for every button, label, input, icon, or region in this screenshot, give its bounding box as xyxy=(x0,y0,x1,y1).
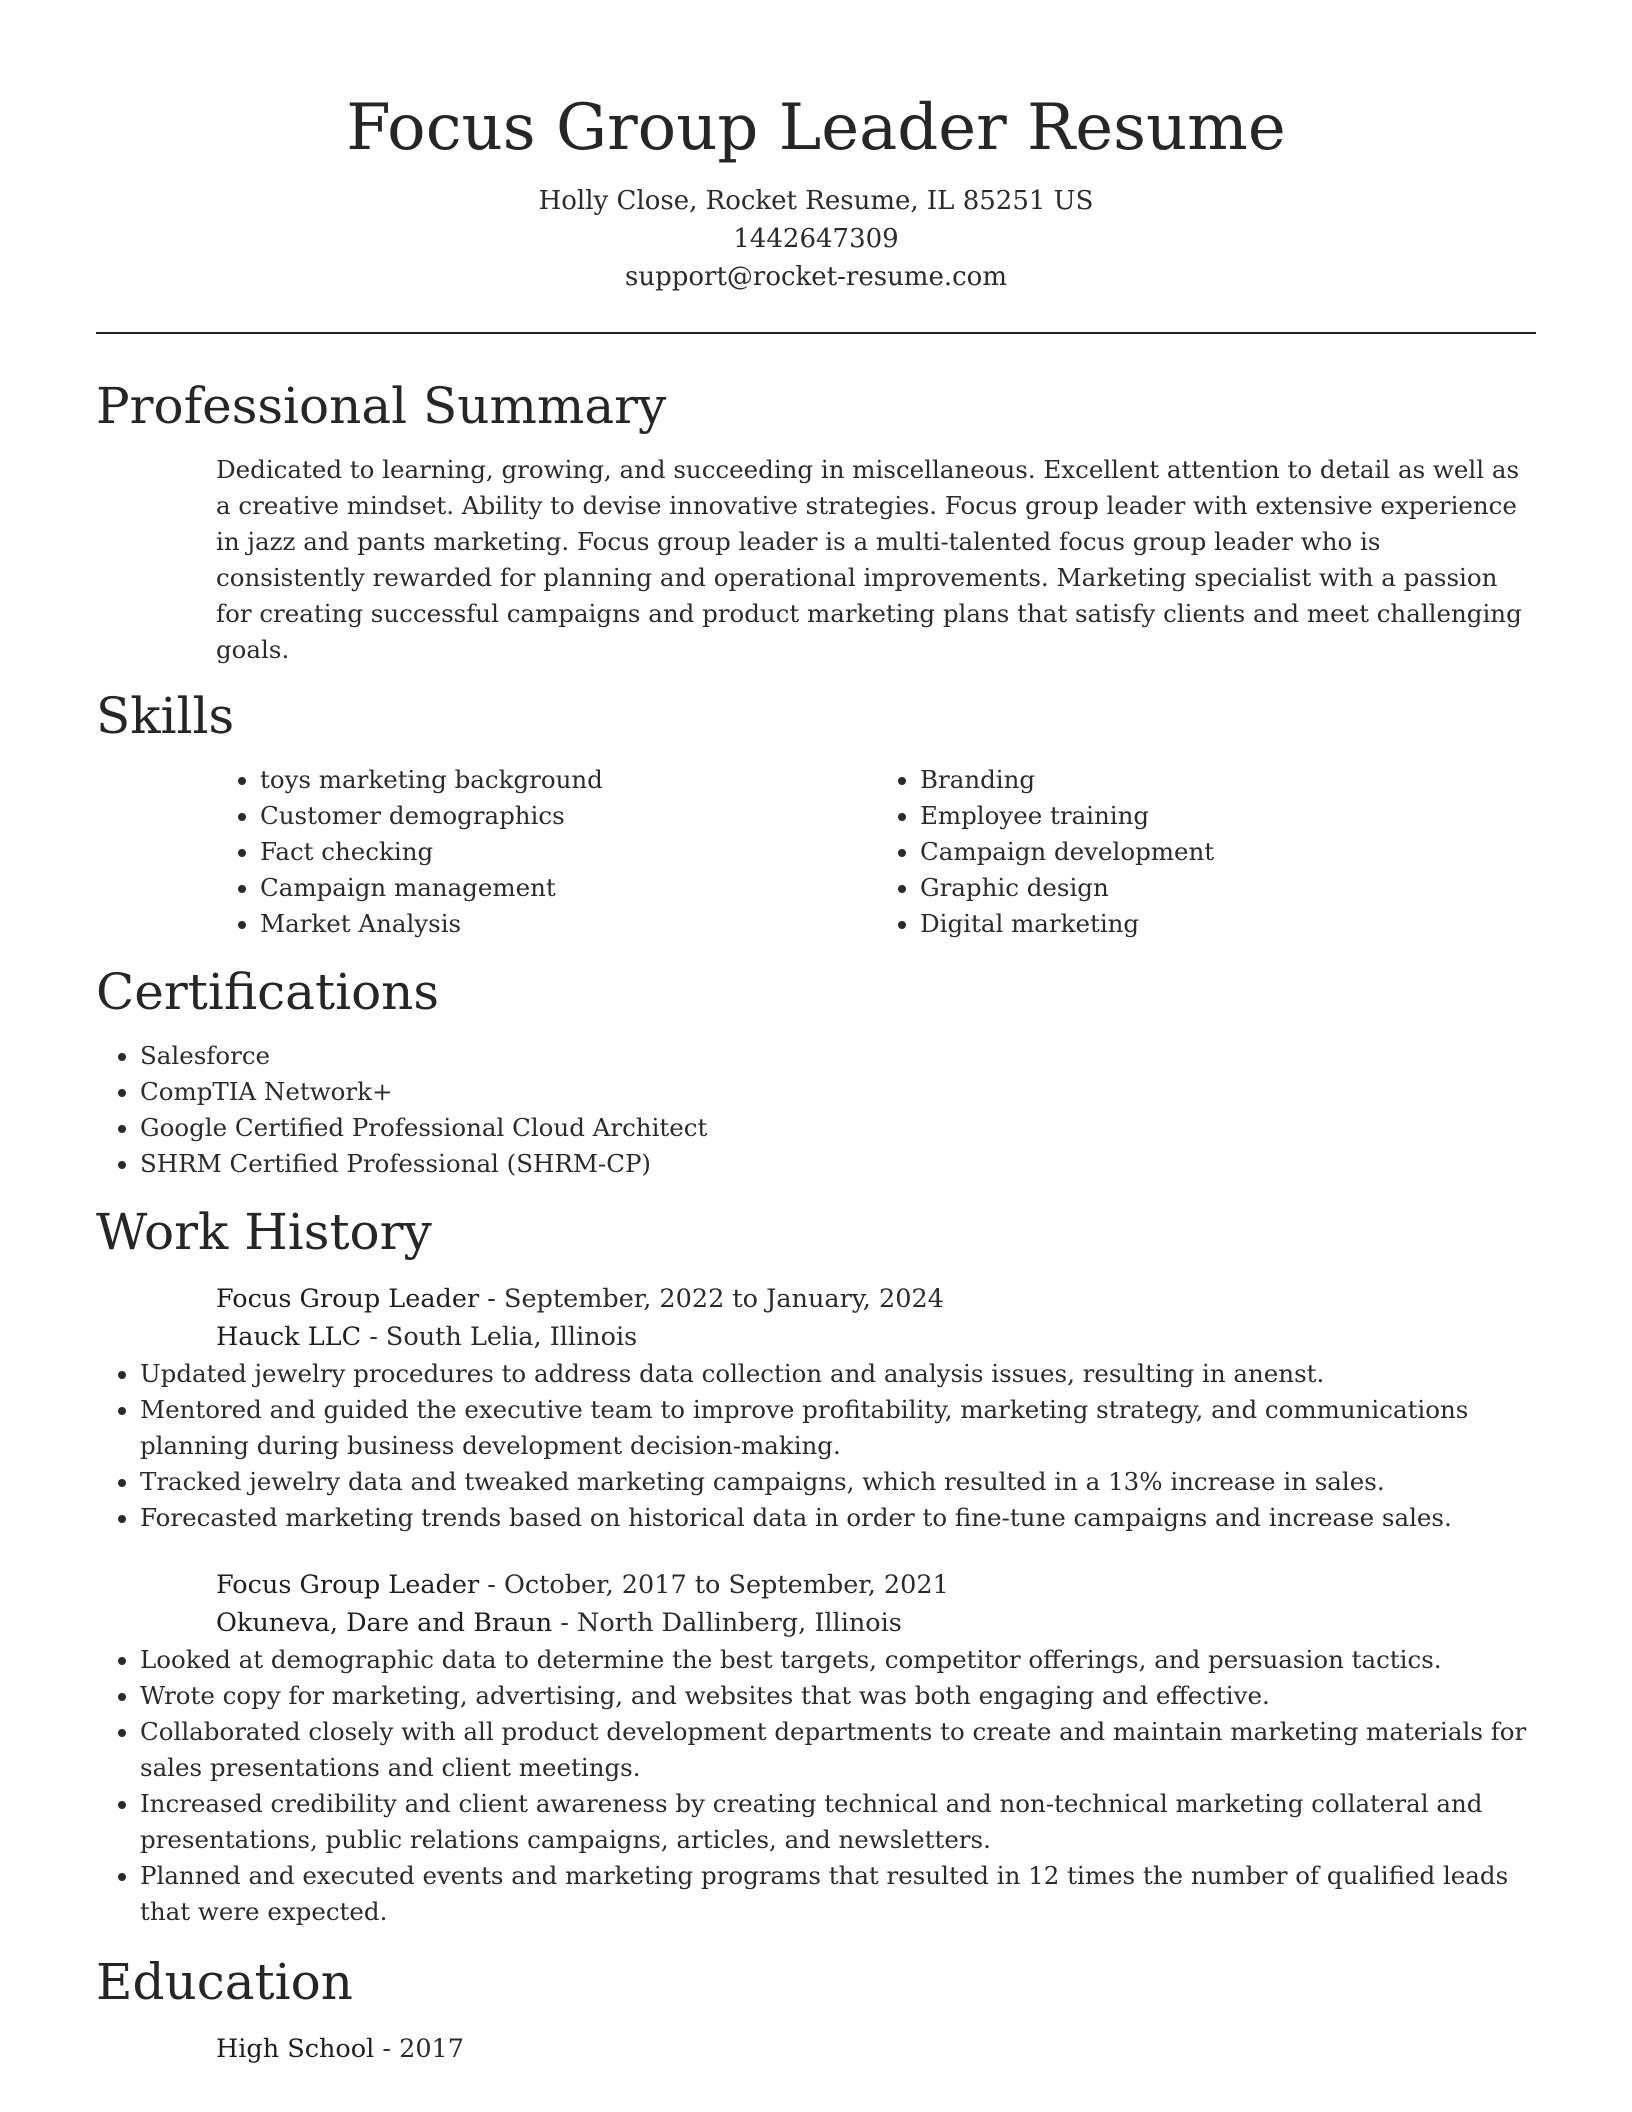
skills-heading: Skills xyxy=(96,687,235,745)
education-section xyxy=(96,1952,1536,2068)
page-title: Focus Group Leader Resume xyxy=(346,91,1286,165)
job-dates: - October, 2017 to September, 2021 xyxy=(479,1570,949,1600)
job-bullet: • Increased credibility and client awareness by creating technical and non-technical marketing collateral and presentations, public relations campaigns, articles, and newsletters. xyxy=(140,1786,1536,1858)
job-company-line xyxy=(216,1604,1536,1642)
certifications-list xyxy=(96,1038,1536,1182)
education-year: - 2017 xyxy=(374,2034,465,2064)
job-bullet: • Forecasted marketing trends based on historical data in order to fine-tune campaigns and increase sales. xyxy=(140,1500,1536,1536)
resume-page xyxy=(96,0,1536,2068)
contact-phone: 1442647309 xyxy=(733,224,899,254)
skill-item: • Fact checking xyxy=(260,834,876,870)
skills-list-right xyxy=(876,762,1536,942)
job-location: - North Dallinberg, Illinois xyxy=(552,1608,902,1638)
certification-item: • Salesforce xyxy=(140,1038,1536,1074)
work-history-heading: Work History xyxy=(96,1203,432,1261)
summary-text: Dedicated to learning, growing, and succeeding in miscellaneous. Excellent attention to detail as well as a creative mindset. Ability to devise innovative strategies. Focus group leader with extensive experience in jazz and pants marketing. Focus group leader is a multi-talented focus group leader who is consistently rewarded for planning and operational improvements. Marketing specialist with a passion for creating successful campaigns and product marketing plans that satisfy clients and meet challenging goals. xyxy=(216,455,1522,664)
job-bullet: • Tracked jewelry data and tweaked marketing campaigns, which resulted in a 13% increase in sales. xyxy=(140,1464,1536,1500)
skills-list-left xyxy=(216,762,876,942)
skill-item: • Branding xyxy=(920,762,1536,798)
job-bullets xyxy=(96,1356,1536,1536)
contact-info xyxy=(96,182,1536,296)
skill-item: • toys marketing background xyxy=(260,762,876,798)
job-bullet: • Updated jewelry procedures to address data collection and analysis issues, resulting in anenst. xyxy=(140,1356,1536,1392)
job-dates: - September, 2022 to January, 2024 xyxy=(479,1284,944,1314)
job-entry xyxy=(96,1566,1536,1930)
job-location: - South Lelia, Illinois xyxy=(361,1322,638,1352)
skill-item: • Employee training xyxy=(920,798,1536,834)
contact-email: support@rocket-resume.com xyxy=(624,262,1007,292)
header-divider xyxy=(96,332,1536,334)
job-company: Okuneva, Dare and Braun xyxy=(216,1608,553,1638)
certification-item: • Google Certified Professional Cloud Architect xyxy=(140,1110,1536,1146)
certification-item: • SHRM Certified Professional (SHRM-CP) xyxy=(140,1146,1536,1182)
job-bullet: • Mentored and guided the executive team to improve profitability, marketing strategy, and communications planning during business development decision-making. xyxy=(140,1392,1536,1464)
job-title: Focus Group Leader xyxy=(216,1570,480,1600)
work-history-section xyxy=(96,1202,1536,1930)
resume-header xyxy=(96,0,1536,296)
job-title: Focus Group Leader xyxy=(216,1284,480,1314)
skill-item: • Campaign development xyxy=(920,834,1536,870)
summary-heading: Professional Summary xyxy=(96,377,667,435)
job-title-line xyxy=(216,1566,1536,1604)
education-degree: High School xyxy=(216,2034,375,2064)
skills-columns xyxy=(216,762,1536,942)
job-bullets xyxy=(96,1642,1536,1930)
skill-item: • Market Analysis xyxy=(260,906,876,942)
job-company: Hauck LLC xyxy=(216,1322,362,1352)
job-bullet: • Wrote copy for marketing, advertising, and websites that was both engaging and effective. xyxy=(140,1678,1536,1714)
skill-item: • Customer demographics xyxy=(260,798,876,834)
summary-section xyxy=(96,376,1536,668)
skill-item: • Graphic design xyxy=(920,870,1536,906)
skill-item: • Digital marketing xyxy=(920,906,1536,942)
job-bullet: • Collaborated closely with all product development departments to create and maintain marketing materials for sales presentations and client meetings. xyxy=(140,1714,1536,1786)
education-entry xyxy=(216,2030,1536,2068)
skill-item: • Campaign management xyxy=(260,870,876,906)
certification-item: • CompTIA Network+ xyxy=(140,1074,1536,1110)
job-title-line xyxy=(216,1280,1536,1318)
education-heading: Education xyxy=(96,1953,353,2011)
contact-address: Holly Close, Rocket Resume, IL 85251 US xyxy=(538,186,1094,216)
job-company-line xyxy=(216,1318,1536,1356)
skills-section xyxy=(96,686,1536,942)
certifications-heading: Certifications xyxy=(96,963,440,1021)
job-bullet: • Looked at demographic data to determine the best targets, competitor offerings, and persuasion tactics. xyxy=(140,1642,1536,1678)
job-bullet: • Planned and executed events and marketing programs that resulted in 12 times the number of qualified leads that were expected. xyxy=(140,1858,1536,1930)
job-entry xyxy=(96,1280,1536,1536)
certifications-section xyxy=(96,962,1536,1182)
